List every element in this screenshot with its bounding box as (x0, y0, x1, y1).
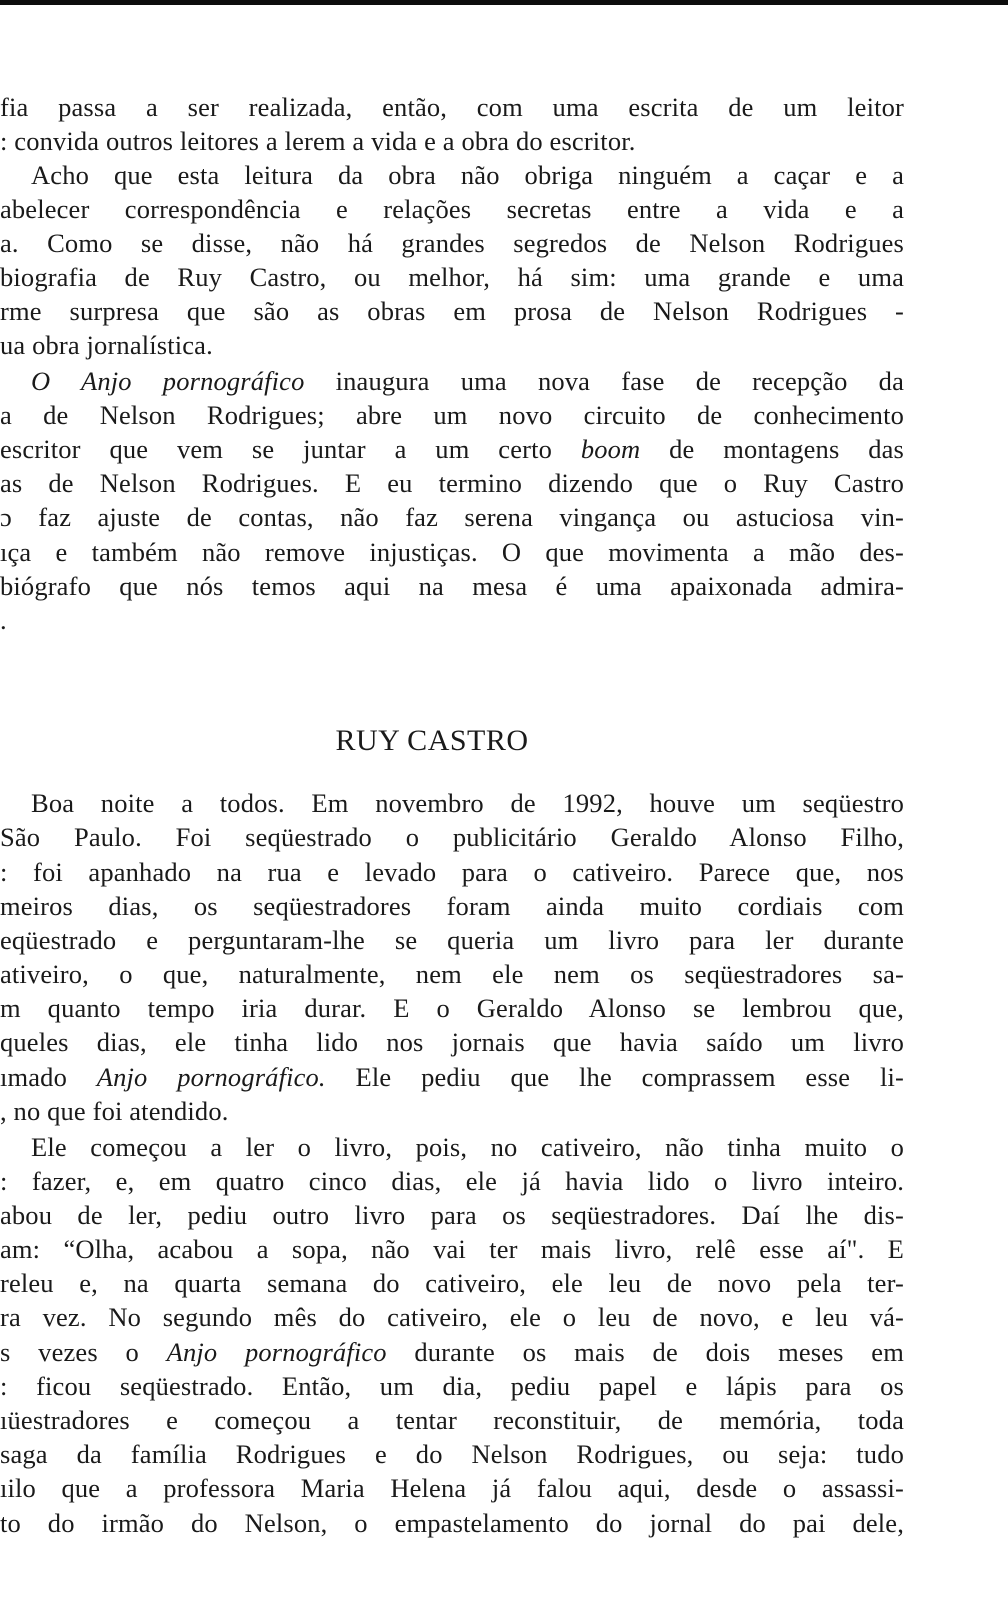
paragraph-line: : fazer, e, em quatro cinco dias, ele já havia lido o livro inteiro. (0, 1166, 904, 1196)
paragraph-line (0, 364, 904, 398)
paragraph-line: ıüestradores e começou a tentar reconstituir, de memória, toda (0, 1405, 904, 1435)
line-text: inaugura uma nova fase de recepção da (304, 366, 904, 396)
paragraph-line: ra vez. No segundo mês do cativeiro, ele o leu de novo, e leu vá- (0, 1302, 904, 1332)
paragraph-line: Ele começou a ler o livro, pois, no cativeiro, não tinha muito o (31, 1132, 904, 1162)
paragraph-line (0, 1335, 904, 1369)
paragraph-line: am: “Olha, acabou a sopa, não vai ter mais livro, relê esse aí". E (0, 1234, 904, 1264)
paragraph-line: rme surpresa que são as obras em prosa de Nelson Rodrigues - (0, 296, 904, 326)
paragraph-line: eqüestrado e perguntaram-lhe se queria um livro para ler durante (0, 925, 904, 955)
paragraph-line: biografia de Ruy Castro, ou melhor, há sim: uma grande e uma (0, 262, 904, 292)
paragraph-line: Acho que esta leitura da obra não obriga ninguém a caçar e a (31, 160, 904, 190)
paragraph-line: ua obra jornalística. (0, 330, 213, 360)
line-text: s vezes o (0, 1337, 167, 1367)
paragraph-line: ıça e também não remove injustiças. O que movimenta a mão des- (0, 537, 904, 567)
book-title: Anjo pornográfico. (96, 1062, 326, 1092)
paragraph-line: ıilo que a professora Maria Helena já falou aqui, desde o assassi- (0, 1473, 904, 1503)
paragraph-line: São Paulo. Foi seqüestrado o publicitário Geraldo Alonso Filho, (0, 822, 904, 852)
top-edge-rule (0, 0, 1008, 5)
paragraph-line: abou de ler, pediu outro livro para os seqüestradores. Daí lhe dis- (0, 1200, 904, 1230)
paragraph-line: , no que foi atendido. (0, 1096, 229, 1126)
paragraph-line: m quanto tempo iria durar. E o Geraldo Alonso se lembrou que, (0, 993, 904, 1023)
paragraph-line: fia passa a ser realizada, então, com uma escrita de um leitor (0, 92, 904, 122)
paragraph-line: : foi apanhado na rua e levado para o cativeiro. Parece que, nos (0, 857, 904, 887)
line-text: de montagens das (640, 434, 904, 464)
paragraph-line: releu e, na quarta semana do cativeiro, ele leu de novo pela ter- (0, 1268, 904, 1298)
paragraph-line (0, 1060, 904, 1094)
paragraph-line: biógrafo que nós temos aqui na mesa é uma apaixonada admira- (0, 571, 904, 601)
paragraph-line: as de Nelson Rodrigues. E eu termino dizendo que o Ruy Castro (0, 468, 904, 498)
emphasis-word: boom (580, 434, 641, 464)
paragraph-line: ɔ faz ajuste de contas, não faz serena vingança ou astuciosa vin- (0, 502, 904, 532)
line-text: Ele pediu que lhe comprassem esse li- (325, 1062, 904, 1092)
paragraph-line: . (0, 605, 7, 635)
paragraph-line: meiros dias, os seqüestradores foram ainda muito cordiais com (0, 891, 904, 921)
paragraph-line: a de Nelson Rodrigues; abre um novo circuito de conhecimento (0, 400, 904, 430)
paragraph-line: queles dias, ele tinha lido nos jornais que havia saído um livro (0, 1027, 904, 1057)
book-title: O Anjo pornográfico (31, 366, 305, 396)
line-text: escritor que vem se juntar a um certo (0, 434, 581, 464)
paragraph-line: abelecer correspondência e relações secretas entre a vida e a (0, 194, 904, 224)
paragraph-line: : ficou seqüestrado. Então, um dia, pediu papel e lápis para os (0, 1371, 904, 1401)
paragraph-line (0, 432, 904, 466)
paragraph-line: a. Como se disse, não há grandes segredos de Nelson Rodrigues (0, 228, 904, 258)
paragraph-line: ativeiro, o que, naturalmente, nem ele nem os seqüestradores sa- (0, 959, 904, 989)
paragraph-line: Boa noite a todos. Em novembro de 1992, houve um seqüestro (31, 788, 904, 818)
line-text: ımado (0, 1062, 97, 1092)
section-heading: RUY CASTRO (335, 724, 529, 757)
line-text: durante os mais de dois meses em (386, 1337, 904, 1367)
paragraph-line: to do irmão do Nelson, o empastelamento do jornal do pai dele, (0, 1508, 904, 1538)
book-title: Anjo pornográfico (166, 1337, 387, 1367)
paragraph-line: : convida outros leitores a lerem a vida e a obra do escritor. (0, 126, 636, 156)
paragraph-line: saga da família Rodrigues e do Nelson Rodrigues, ou seja: tudo (0, 1439, 904, 1469)
